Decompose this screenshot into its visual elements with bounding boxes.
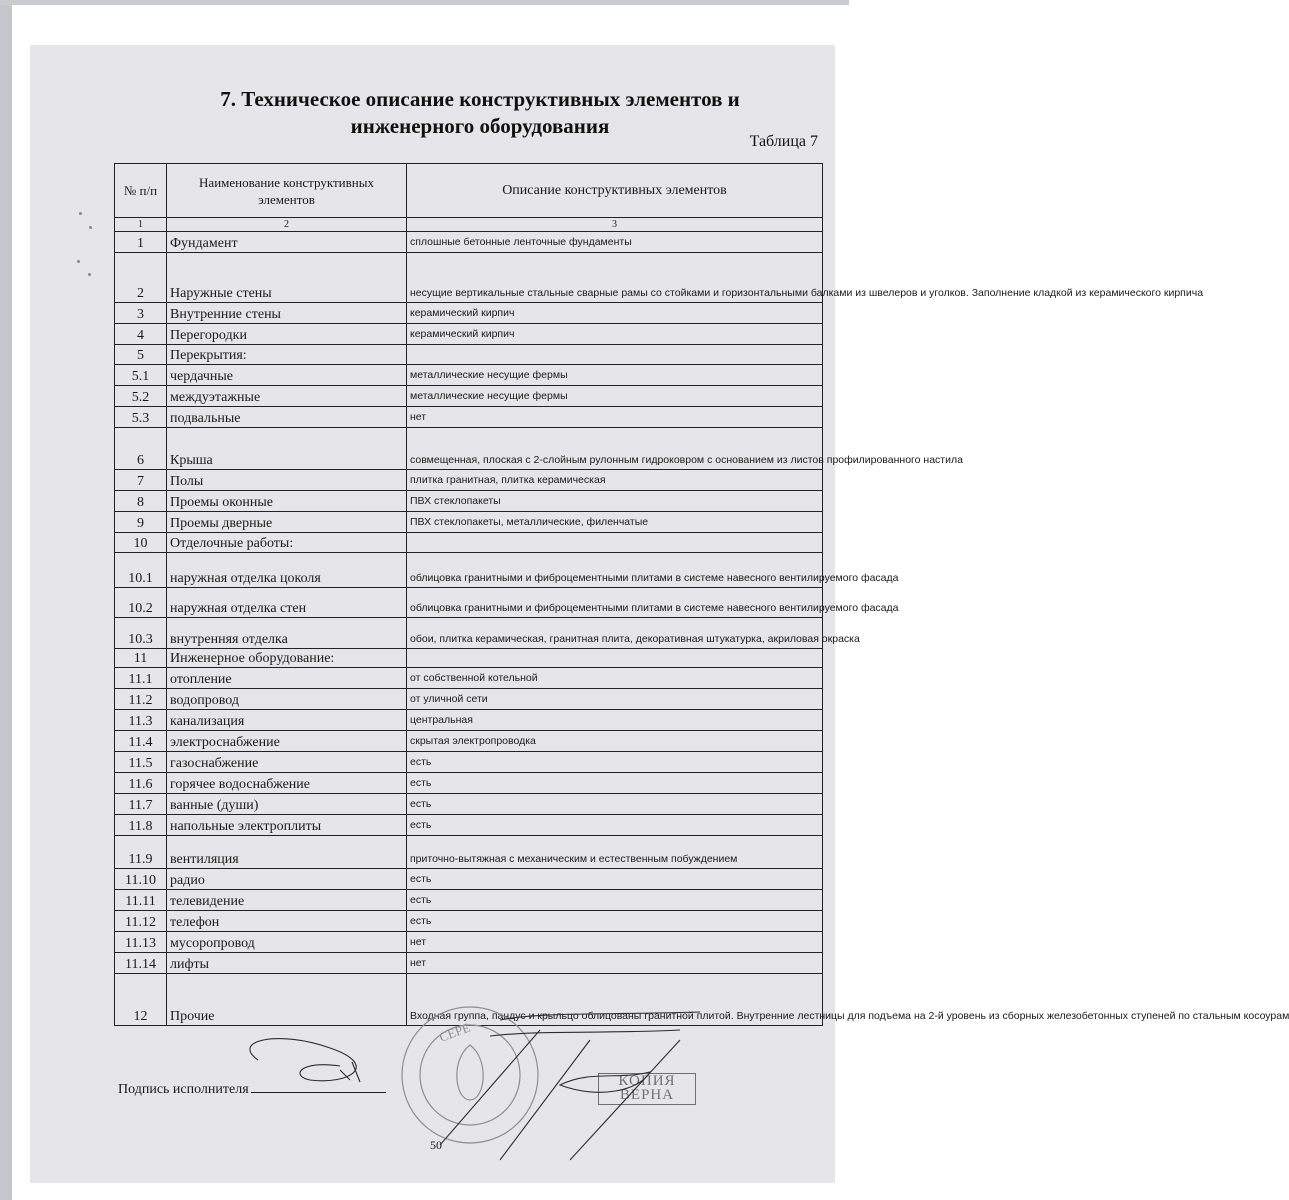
table-row: [115, 752, 823, 773]
column-number: 2: [167, 218, 407, 232]
element-name: телевидение: [167, 890, 407, 911]
table-row: [115, 324, 823, 345]
element-name: газоснабжение: [167, 752, 407, 773]
title-line-2: инженерного оборудования: [350, 114, 610, 138]
row-number: 11.4: [115, 731, 167, 752]
title-line-1: 7. Техническое описание конструктивных элементов и: [220, 87, 740, 111]
element-name: внутренняя отделка: [167, 618, 407, 649]
element-name: подвальные: [167, 407, 407, 428]
table-row: [115, 588, 823, 618]
row-number: 10: [115, 533, 167, 553]
signature-label: Подпись исполнителя: [118, 1082, 249, 1097]
row-number: 11.2: [115, 689, 167, 710]
element-name: Проемы оконные: [167, 491, 407, 512]
row-number: 1: [115, 232, 167, 253]
page-title: [180, 86, 780, 140]
header-desc: Описание конструктивных элементов: [407, 164, 823, 218]
scan-speck: [89, 226, 92, 229]
element-description: совмещенная, плоская с 2-слойным рулонным гидроковром с основанием из листов профилированного настила: [407, 428, 823, 470]
element-description: облицовка гранитными и фиброцементными плитами в системе навесного вентилируемого фасада: [407, 588, 823, 618]
element-name: водопровод: [167, 689, 407, 710]
table-row: [115, 869, 823, 890]
row-number: 11.8: [115, 815, 167, 836]
column-number: 3: [407, 218, 823, 232]
element-description: есть: [407, 890, 823, 911]
element-description: нет: [407, 953, 823, 974]
signature-field: [118, 1080, 386, 1098]
table-row: [115, 932, 823, 953]
element-name: мусоропровод: [167, 932, 407, 953]
row-number: 10.1: [115, 553, 167, 588]
element-name: Крыша: [167, 428, 407, 470]
element-description: [407, 533, 823, 553]
scan-speck: [77, 260, 80, 263]
row-number: 5.3: [115, 407, 167, 428]
element-description: несущие вертикальные стальные сварные рамы со стойками и горизонтальными балками из швелеров и уголков. Заполнение кладкой из керамического кирпича: [407, 253, 823, 303]
table-row: [115, 731, 823, 752]
element-name: Наружные стены: [167, 253, 407, 303]
element-name: Инженерное оборудование:: [167, 649, 407, 668]
table-row: [115, 815, 823, 836]
element-name: канализация: [167, 710, 407, 731]
row-number: 11.5: [115, 752, 167, 773]
element-name: вентиляция: [167, 836, 407, 869]
table-row: [115, 649, 823, 668]
table-row: [115, 470, 823, 491]
element-description: есть: [407, 794, 823, 815]
table-row: [115, 253, 823, 303]
table-row: [115, 512, 823, 533]
element-description: от собственной котельной: [407, 668, 823, 689]
row-number: 6: [115, 428, 167, 470]
element-description: нет: [407, 407, 823, 428]
element-description: керамический кирпич: [407, 324, 823, 345]
table-row: [115, 303, 823, 324]
element-description: [407, 649, 823, 668]
element-description: приточно-вытяжная с механическим и естественным побуждением: [407, 836, 823, 869]
table-row: [115, 232, 823, 253]
table-row: [115, 365, 823, 386]
element-name: горячее водоснабжение: [167, 773, 407, 794]
element-name: ванные (души): [167, 794, 407, 815]
scan-border-left: [0, 0, 12, 1200]
element-name: напольные электроплиты: [167, 815, 407, 836]
construction-elements-table: [114, 163, 1289, 1026]
element-description: есть: [407, 752, 823, 773]
element-name: лифты: [167, 953, 407, 974]
scan-speck: [88, 273, 91, 276]
table-row: [115, 710, 823, 731]
row-number: 11.13: [115, 932, 167, 953]
row-number: 8: [115, 491, 167, 512]
element-description: есть: [407, 911, 823, 932]
element-description: скрытая электропроводка: [407, 731, 823, 752]
table-row: [115, 386, 823, 407]
row-number: 11.1: [115, 668, 167, 689]
element-name: радио: [167, 869, 407, 890]
table-row: [115, 689, 823, 710]
table-header-row: [115, 164, 823, 218]
table-row: [115, 953, 823, 974]
table-row: [115, 836, 823, 869]
row-number: 2: [115, 253, 167, 303]
element-description: металлические несущие фермы: [407, 386, 823, 407]
table-row: [115, 890, 823, 911]
row-number: 11.3: [115, 710, 167, 731]
element-name: Прочие: [167, 974, 407, 1026]
row-number: 5: [115, 345, 167, 365]
column-numbers-row: [115, 218, 823, 232]
table-row: [115, 668, 823, 689]
row-number: 11.14: [115, 953, 167, 974]
element-name: чердачные: [167, 365, 407, 386]
table-row: [115, 491, 823, 512]
element-description: обои, плитка керамическая, гранитная плита, декоративная штукатурка, акриловая окраска: [407, 618, 823, 649]
element-description: нет: [407, 932, 823, 953]
row-number: 12: [115, 974, 167, 1026]
element-description: центральная: [407, 710, 823, 731]
stamp-line-2: ВЕРНА: [619, 1087, 675, 1103]
element-name: отопление: [167, 668, 407, 689]
element-description: металлические несущие фермы: [407, 365, 823, 386]
element-description: есть: [407, 869, 823, 890]
row-number: 5.2: [115, 386, 167, 407]
seal-text-fragment: СЕРЕ: [437, 1019, 473, 1045]
page-number: 50: [430, 1138, 442, 1152]
element-description: плитка гранитная, плитка керамическая: [407, 470, 823, 491]
row-number: 10.2: [115, 588, 167, 618]
row-number: 4: [115, 324, 167, 345]
element-name: Перегородки: [167, 324, 407, 345]
table-row: [115, 407, 823, 428]
header-name: Наименование конструктивных элементов: [167, 164, 407, 218]
scan-border-top: [0, 0, 849, 5]
table-row: [115, 533, 823, 553]
element-description: ПВХ стеклопакеты: [407, 491, 823, 512]
copy-certified-stamp: [598, 1073, 696, 1105]
element-name: Полы: [167, 470, 407, 491]
table-row: [115, 911, 823, 932]
table-row: [115, 618, 823, 649]
element-description: ПВХ стеклопакеты, металлические, филенчатые: [407, 512, 823, 533]
column-number: 1: [115, 218, 167, 232]
row-number: 7: [115, 470, 167, 491]
row-number: 11.12: [115, 911, 167, 932]
element-name: Проемы дверные: [167, 512, 407, 533]
element-description: керамический кирпич: [407, 303, 823, 324]
row-number: 9: [115, 512, 167, 533]
element-name: Внутренние стены: [167, 303, 407, 324]
element-description: есть: [407, 773, 823, 794]
table-row: [115, 428, 823, 470]
element-description: Входная группа, пандус и крыльцо облицованы гранитной плитой. Внутренние лестницы для подъема на 2-й уровень из сборных железобетонных ступеней по стальным косоурам: [407, 974, 823, 1026]
row-number: 11.6: [115, 773, 167, 794]
table-row: [115, 773, 823, 794]
element-name: наружная отделка цоколя: [167, 553, 407, 588]
table-row: [115, 553, 823, 588]
element-description: от уличной сети: [407, 689, 823, 710]
table-row: [115, 974, 823, 1026]
signature-line: [251, 1080, 386, 1093]
row-number: 11.11: [115, 890, 167, 911]
scan-speck: [79, 212, 82, 215]
element-name: междуэтажные: [167, 386, 407, 407]
row-number: 3: [115, 303, 167, 324]
row-number: 11: [115, 649, 167, 668]
row-number: 5.1: [115, 365, 167, 386]
stamp-line-1: КОПИЯ: [618, 1073, 676, 1089]
table-row: [115, 794, 823, 815]
row-number: 10.3: [115, 618, 167, 649]
element-description: есть: [407, 815, 823, 836]
element-name: телефон: [167, 911, 407, 932]
element-name: Фундамент: [167, 232, 407, 253]
element-name: Перекрытия:: [167, 345, 407, 365]
row-number: 11.7: [115, 794, 167, 815]
row-number: 11.10: [115, 869, 167, 890]
element-description: [407, 345, 823, 365]
table-label: Таблица 7: [749, 133, 818, 150]
element-description: сплошные бетонные ленточные фундаменты: [407, 232, 823, 253]
element-name: электроснабжение: [167, 731, 407, 752]
header-num: № п/п: [115, 164, 167, 218]
table-row: [115, 345, 823, 365]
row-number: 11.9: [115, 836, 167, 869]
element-description: облицовка гранитными и фиброцементными плитами в системе навесного вентилируемого фасада: [407, 553, 823, 588]
element-name: наружная отделка стен: [167, 588, 407, 618]
element-name: Отделочные работы:: [167, 533, 407, 553]
